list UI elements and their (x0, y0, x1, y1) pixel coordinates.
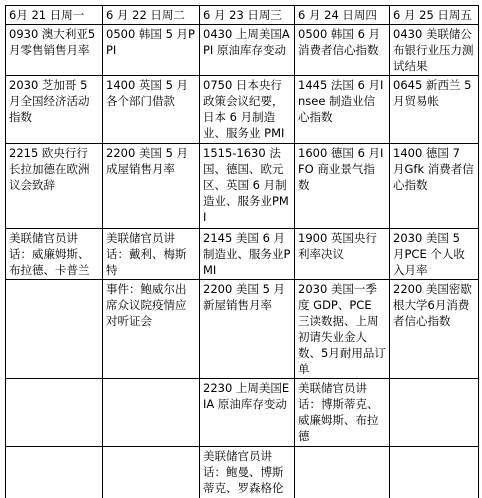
event-cell: 2215 欧央行行长拉加德在欧洲议会致辞 (6, 144, 103, 229)
event-cell: 2145 美国 6 月制造业、服务业PMI (200, 229, 295, 280)
event-cell: 2200 美国 5 月新屋销售月率 (200, 280, 295, 379)
header-row (6, 6, 479, 25)
day-header-mon: 6月 21 日周一 (6, 6, 103, 25)
event-cell (6, 280, 103, 379)
event-cell (390, 447, 479, 498)
event-cell: 2200 美国密歇根大学6月消费者信心指数 (390, 280, 479, 379)
event-cell: 0500 韩国 5 月PPI (103, 25, 200, 76)
event-cell: 1515-1630 法国、德国、欧元区、英国 6 月制造业、服务业PMI (200, 144, 295, 229)
event-cell: 2230 上周美国EIA 原油库存变动 (200, 379, 295, 447)
event-cell (103, 447, 200, 498)
event-cell: 0430 美联储公布银行业压力测试结果 (390, 25, 479, 76)
event-cell (103, 379, 200, 447)
event-cell: 2030 美国一季度 GDP、PCE 三读数据、上周初请失业金人数、5月耐用品订单 (295, 280, 390, 379)
event-cell: 1900 英国央行利率决议 (295, 229, 390, 280)
event-cell (6, 447, 103, 498)
table-row (6, 76, 479, 144)
event-cell: 0930 澳大利亚5月零售销售月率 (6, 25, 103, 76)
event-cell: 美联储官员讲话：威廉姆斯、布拉德、卡普兰 (6, 229, 103, 280)
event-cell: 2200 美国 5 月成屋销售月率 (103, 144, 200, 229)
day-header-tue: 6 月 22 日周二 (103, 6, 200, 25)
event-cell: 1445 法国 6 月Insee 制造业信心指数 (295, 76, 390, 144)
event-cell: 0500 韩国 6 月消费者信心指数 (295, 25, 390, 76)
day-header-wed: 6 月 23 日周三 (200, 6, 295, 25)
event-cell: 2030 芝加哥 5 月全国经济活动指数 (6, 76, 103, 144)
event-cell: 事件：鲍威尔出席众议院疫情应对听证会 (103, 280, 200, 379)
event-cell: 1600 德国 6 月IFO 商业景气指数 (295, 144, 390, 229)
table-row (6, 229, 479, 280)
event-cell: 0430 上周美国API 原油库存变动 (200, 25, 295, 76)
event-cell: 0645 新西兰 5月贸易帐 (390, 76, 479, 144)
event-cell: 美联储官员讲话：戴利、梅斯特 (103, 229, 200, 280)
event-cell (295, 447, 390, 498)
event-cell: 1400 德国 7 月Gfk 消费者信心指数 (390, 144, 479, 229)
table-row (6, 25, 479, 76)
economic-calendar-table (5, 5, 479, 498)
table-row (6, 280, 479, 379)
event-cell (6, 379, 103, 447)
event-cell: 0750 日本央行政策会议纪要，日本 6 月制造业、服务业 PMI (200, 76, 295, 144)
event-cell: 1400 英国 5 月各个部门借款 (103, 76, 200, 144)
event-cell: 2030 美国 5 月PCE 个人收入月率 (390, 229, 479, 280)
table-row (6, 144, 479, 229)
day-header-fri: 6 月 25 日周五 (390, 6, 479, 25)
event-cell: 美联储官员讲话：鲍曼、博斯蒂克、罗森格伦 (200, 447, 295, 498)
table-row (6, 447, 479, 498)
day-header-thu: 6 月 24 日周四 (295, 6, 390, 25)
table-row (6, 379, 479, 447)
event-cell (390, 379, 479, 447)
event-cell: 美联储官员讲话：博斯蒂克、威廉姆斯、布拉德 (295, 379, 390, 447)
